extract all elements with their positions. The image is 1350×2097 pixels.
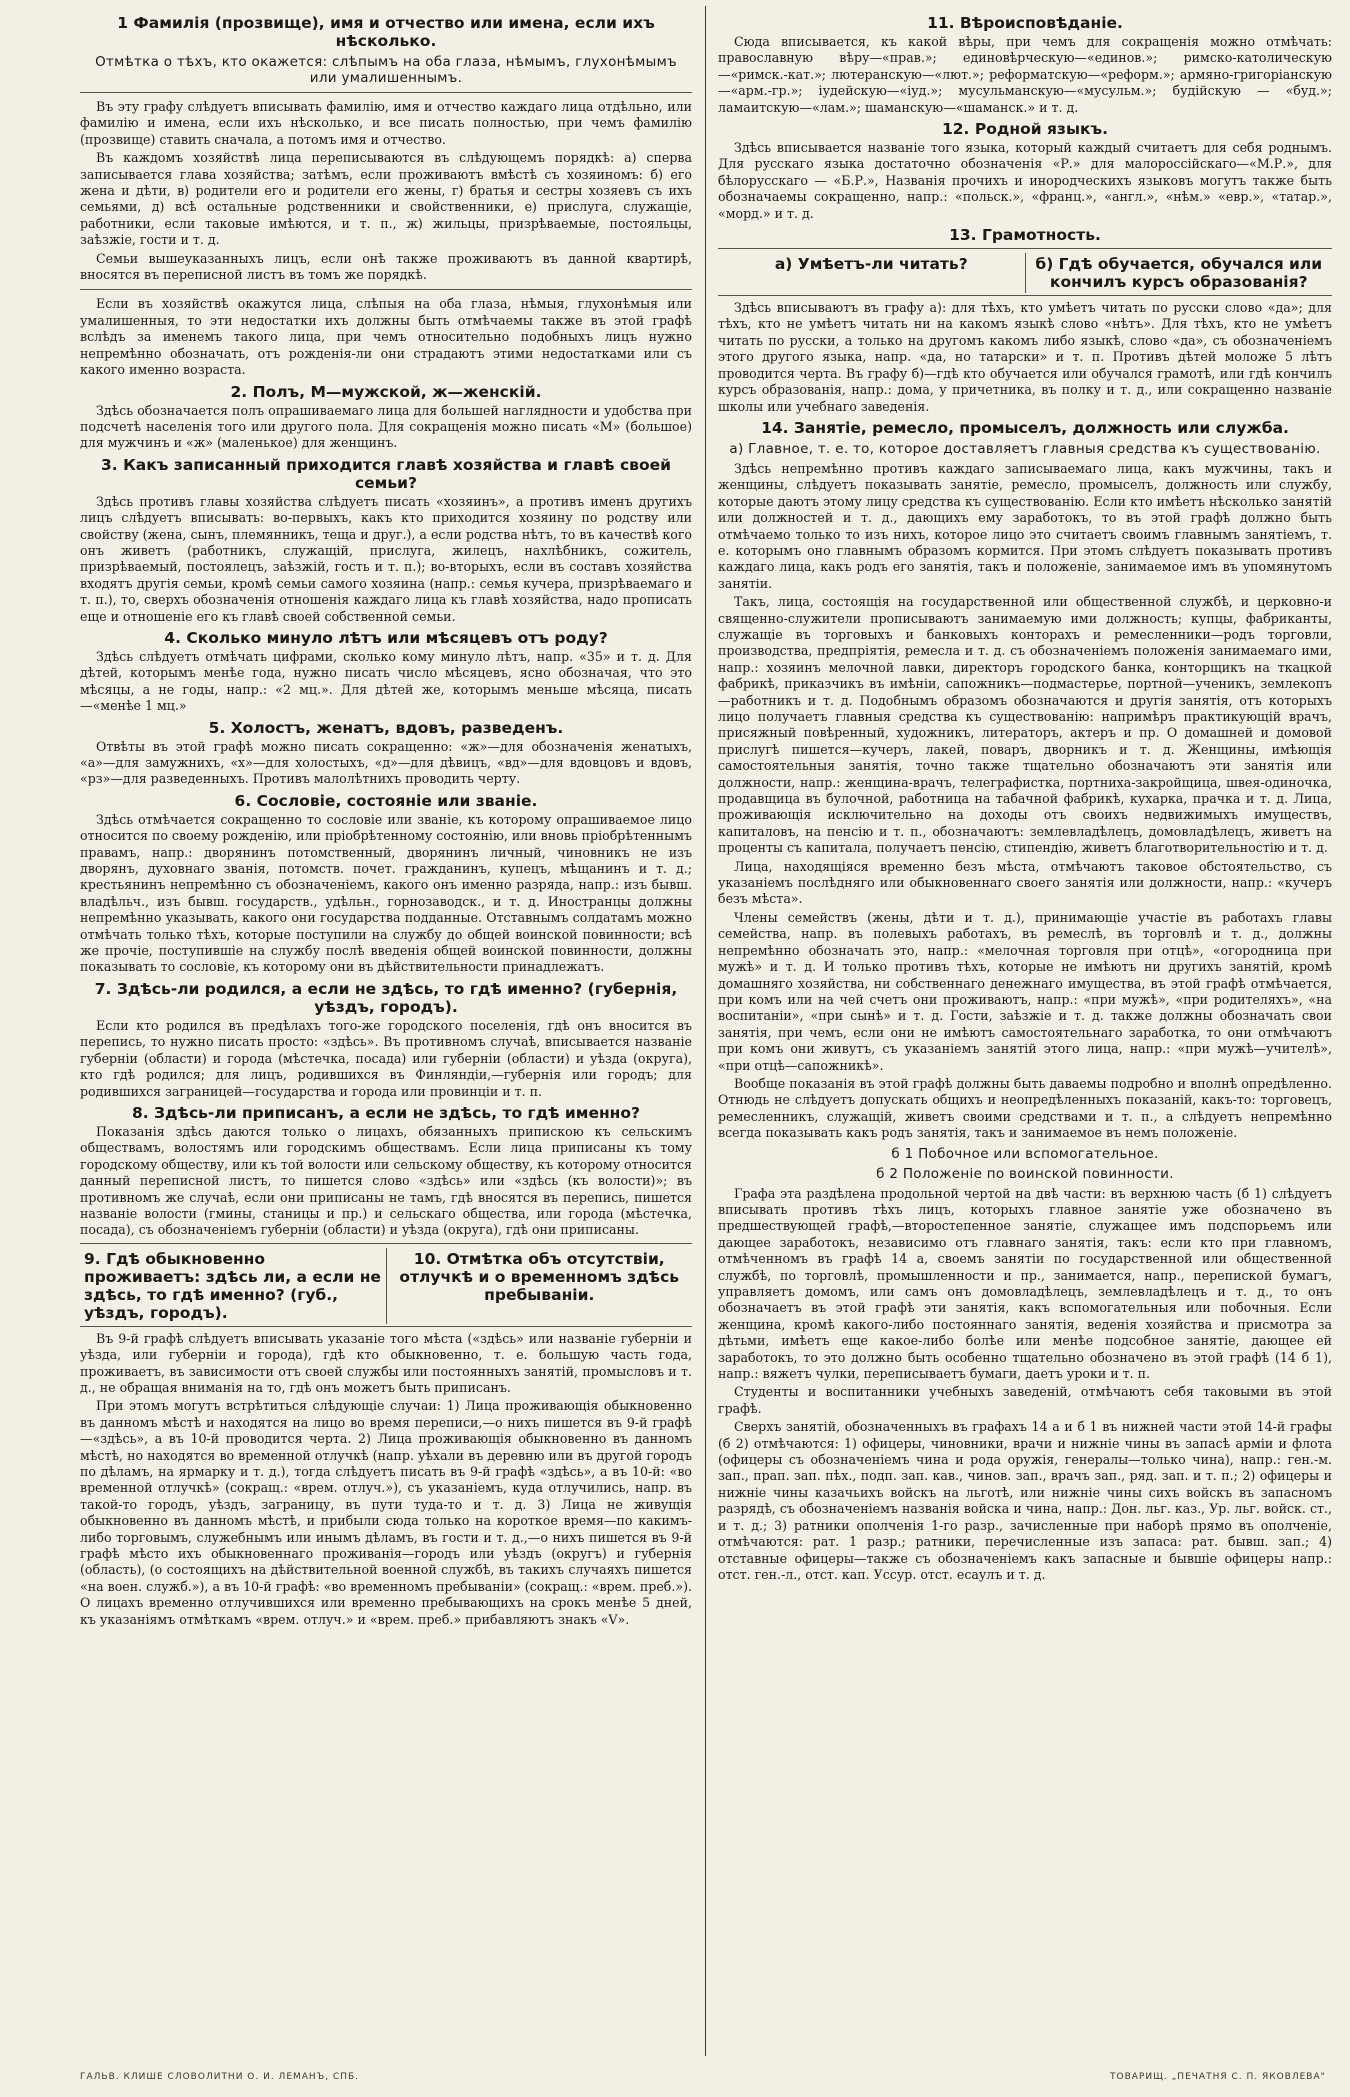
section-2-paragraph: Здѣсь обозначается полъ опрашиваемаго лица для большей наглядности и удобства при подсчетѣ населенія того или другого пола. Для сокращенія можно писать «М» (большое) для мужчинъ и «ж» (маленькое) для женщинъ. xyxy=(80,402,692,451)
section-14b-paragraph: Графа эта раздѣлена продольной чертой на двѣ части: въ верхнюю часть (б 1) слѣдуетъ вписывать противъ тѣхъ лицъ, которыхъ главное занятіе уже обозначено въ предшествующей графѣ,—второстепенное занятіе, служащее имъ подспорьемъ или дающее заработокъ, независимо отъ главнаго занятія, такъ: если кто при главномъ, отмѣченномъ въ графѣ 14 а, своемъ занятіи по государственной или общественной службѣ, по торговлѣ, промышленности и пр., занимается, напр., перепиской бумагъ, управляетъ домомъ, или самъ онъ домовладѣлецъ, землевладѣлецъ и т. д., то онъ обозначаетъ въ этой графѣ эти занятія, какъ вспомогательныя или побочныя. Если женщина, кромѣ какого-либо постояннаго занятія, веденія хозяйства и присмотра за дѣтьми, имѣетъ еще какое-либо болѣе или менѣе подсобное занятіе, дающее ей заработокъ, то это должно быть особенно тщательно обозначено въ этой графѣ (14 б 1), напр.: вяжетъ чулки, переписываетъ бумаги, даетъ уроки и т. п. xyxy=(718,1185,1332,1382)
section-9-10-header xyxy=(80,1243,692,1327)
section-14b2-subheading: б 2 Положеніе по воинской повинности. xyxy=(876,1165,1174,1182)
section-1-subtitle: Отмѣтка о тѣхъ, кто окажется: слѣпымъ на оба глаза, нѣмымъ, глухонѣмымъ или умалишеннымъ. xyxy=(95,54,677,86)
section-1-paragraph: Въ каждомъ хозяйствѣ лица переписываются въ слѣдующемъ порядкѣ: а) сперва записывается глава хозяйства; затѣмъ, если проживаютъ вмѣстѣ съ хозяиномъ: б) его жена и дѣти, в) родители его и родители его жены, г) братья и сестры хозяевъ съ ихъ семьями, д) всѣ остальные родственники и свойственники, е) прислуга, служащіе, работники, если таковые имѣются, и т. п., ж) жильцы, призрѣваемые, постояльцы, заѣзжіе, гости и т. д. xyxy=(80,150,692,248)
section-9-paragraph: При этомъ могутъ встрѣтиться слѣдующіе случаи: 1) Лица проживающія обыкновенно въ данномъ мѣстѣ и находятся на лицо во время переписи,—о нихъ пишется въ 9-й графѣ—«здѣсь», а въ 10-й проводится черта. 2) Лица проживающія обыкновенно въ данномъ мѣстѣ, но находятся во временной отлучкѣ (напр. уѣхали въ деревню или въ другой городъ по дѣламъ, на ярмарку и т. д.), тогда слѣдуетъ писать въ 9-й графѣ «здѣсь», а въ 10-й: «во временной отлучкѣ» (сокращ.: «врем. отлуч.»), съ указаніемъ, куда отлучились, напр. въ такой-то городъ, уѣздъ, заграницу, въ пути туда-то и т. д. 3) Лица не живущія обыкновенно въ данномъ мѣстѣ, и прибыли сюда только на короткое время—по какимъ-либо торговымъ, служебнымъ или инымъ дѣламъ, въ гости и т. д.,—о нихъ пишется въ 9-й графѣ мѣсто ихъ обыкновеннаго проживанія—городъ или уѣздъ (округъ) и губернія (область), (о состоящихъ на дѣйствительной военной службѣ, въ такихъ случаяхъ пишется «на воен. служб.»), а въ 10-й графѣ: «во временномъ пребываніи» (сокращ.: «врем. преб.»). О лицахъ временно отлучившихся или временно пребывающихъ на срокъ менѣе 5 дней, къ указаніямъ отмѣткамъ «врем. отлуч.» и «врем. преб.» прибавляютъ знакъ «V». xyxy=(80,1398,692,1627)
section-9-paragraph: Въ 9-й графѣ слѣдуетъ вписывать указаніе того мѣста («здѣсь» или названіе губерніи и уѣзда, или губерніи и города), гдѣ кто обыкновенно, т. е. большую часть года, проживаетъ, въ зависимости отъ своей службы или постоянныхъ занятій, промысловъ и т. д., не обращая вниманія на то, гдѣ онъ можетъ быть приписанъ. xyxy=(80,1330,692,1395)
section-1-paragraph: Въ эту графу слѣдуетъ вписывать фамилію, имя и отчество каждаго лица отдѣльно, или фамилію и имена, если ихъ нѣсколько, и все писать полностью, при чемъ фамилію (прозвище) ставить сначала, а потомъ имя и отчество. xyxy=(80,99,692,147)
section-6-paragraph: Здѣсь отмѣчается сокращенно то сословіе или званіе, къ которому опрашиваемое лицо относится по своему рожденію, или пріобрѣтенному состоянію, или вновь пріобрѣтеннымъ правамъ, напр.: дворянинъ потомственный, дворянинъ личный, чиновникъ не изъ дворянъ, духовнаго званія, потомств. почет. гражданинъ, купецъ, мѣщанинъ и т. д.; крестьянинъ непремѣнно съ обозначеніемъ, какого онъ именно разряда, напр.: изъ бывш. владѣльч., изъ бывш. государств., удѣльн., горнозаводск., и т. д. Иностранцы должны непремѣнно указывать, какого они государства подданные. Отставнымъ солдатамъ можно отмѣчать только тѣхъ, которые поступили на службу до общей воинской повинности; всѣ же прочіе, поступившіе на службу послѣ введенія общей воинской повинности, должны показывать то сословіе, къ которому они въ дѣйствительности принадлежатъ. xyxy=(80,811,692,975)
left-column xyxy=(80,10,692,1630)
section-14-paragraph: Здѣсь непремѣнно противъ каждаго записываемаго лица, какъ мужчины, такъ и женщины, слѣдуетъ показывать занятіе, ремесло, промыселъ, должность или службу, которые даютъ этому лицу средства къ существованію. Если кто имѣетъ нѣсколько занятій или должностей и т. д., дающихъ ему заработокъ, то въ этой графѣ должно быть отмѣчаемо только то изъ нихъ, которое лицо это считаетъ своимъ главнымъ занятіемъ, т. е. которымъ оно главнымъ образомъ кормится. При этомъ слѣдуетъ показывать противъ каждаго лица, какъ родъ его занятія, такъ и положеніе, занимаемое имъ въ упомянутомъ занятіи. xyxy=(718,460,1332,591)
section-8-paragraph: Показанія здѣсь даются только о лицахъ, обязанныхъ припискою къ сельскимъ обществамъ, волостямъ или городскимъ обществамъ. Если лица приписаны къ тому городскому обществу, или къ той волости или сельскому обществу, къ которому относится данный переписной листъ, то пишется слово «здѣсь» или «здѣсь (къ волости)»; въ противномъ же случаѣ, если они приписаны не тамъ, гдѣ вносятся въ перепись, пишется названіе волости (гмины, станицы и пр.) и сельскаго общества, или города (мѣстечка, посада), съ обозначеніемъ губерніи (области) и уѣзда (округа), гдѣ они приписаны. xyxy=(80,1123,692,1238)
section-14-heading: 14. Занятіе, ремесло, промыселъ, должность или служба. xyxy=(761,418,1289,437)
section-12-heading: 12. Родной языкъ. xyxy=(941,120,1109,139)
section-5-paragraph: Отвѣты въ этой графѣ можно писать сокращенно: «ж»—для обозначенія женатыхъ, «а»—для замужнихъ, «х»—для холостыхъ, «д»—для дѣвицъ, «вд»—для вдовцовъ и вдовъ, «рз»—для разведенныхъ. Противъ малолѣтнихъ проводить черту. xyxy=(80,738,692,787)
section-14b-paragraph: Сверхъ занятій, обозначенныхъ въ графахъ 14 а и б 1 въ нижней части этой 14-й графы (б 2) отмѣчаются: 1) офицеры, чиновники, врачи и нижніе чины въ запасѣ арміи и флота (офицеры съ обозначеніемъ чина и рода оружія, генералы—только чина), напр.: ген.-м. зап., прап. зап. пѣх., подп. зап. кав., чинов. зап., врачъ зап., ряд. зап. и т. п.; 2) офицеры и нижніе чины казачьихъ войскъ на льготѣ, или нижніе чины сихъ войскъ въ запасномъ разрядѣ, съ обозначеніемъ названія войска и чина, напр.: Дон. льг. каз., Ур. льг. войск. ст., и т. д.; 3) ратники ополченія 1-го разр., зачисленные при наборѣ прямо въ ополченіе, отмѣчаются: рат. 1 разр.; ратники, перечисленные изъ запаса: рат. бывш. зап.; 4) отставные офицеры—также съ обозначеніемъ какъ запасные и бывшіе офицеры напр.: отст. ген.-л., отст. кап. Уссур. отст. есаулъ и т. д. xyxy=(718,1419,1332,1582)
printer-credit-left: ГАЛЬВ. КЛИШЕ СЛОВОЛИТНИ О. И. ЛЕМАНЪ, СПБ. xyxy=(80,2072,360,2082)
section-1-heading: 1 Фамилія (прозвище), имя и отчество или имена, если ихъ нѣсколько. xyxy=(117,14,655,50)
section-8-heading: 8. Здѣсь-ли приписанъ, а если не здѣсь, то гдѣ именно? xyxy=(131,1103,641,1122)
section-14-paragraph: Члены семействъ (жены, дѣти и т. д.), принимающіе участіе въ работахъ главы семейства, напр. въ полевыхъ работахъ, въ ремеслѣ, въ торговлѣ и т. д., должны непремѣнно обозначать это, напр.: «мелочная торговля при отцѣ», «огородница при мужѣ» и т. д. И только противъ тѣхъ, которые не имѣютъ ни другихъ занятій, кромѣ домашняго хозяйства, ни собственнаго денежнаго имущества, въ этой графѣ отмѣчается, при комъ или на чей счетъ они проживаютъ, напр.: «при мужѣ», «при родителяхъ», «на воспитаніи», «при сынѣ» и т. д. Гости, заѣзжіе и т. д. также должны обозначать свои занятія, при чемъ, если они не имѣютъ самостоятельнаго заработка, то они отмѣчаютъ при комъ они живутъ, съ указаніемъ занятій этого лица, напр.: «при мужѣ—учителѣ», «при отцѣ—сапожникѣ». xyxy=(718,909,1332,1073)
column-divider xyxy=(705,6,706,2056)
section-14b-paragraph: Студенты и воспитанники учебныхъ заведеній, отмѣчаютъ себя таковыми въ этой графѣ. xyxy=(718,1384,1332,1416)
rule xyxy=(80,289,692,290)
section-5-heading: 5. Холостъ, женатъ, вдовъ, разведенъ. xyxy=(208,718,564,737)
section-4-heading: 4. Сколько минуло лѣтъ или мѣсяцевъ отъ роду? xyxy=(164,628,608,647)
section-13b-label: б) Гдѣ обучается, обучался или кончилъ курсъ образованія? xyxy=(1025,253,1333,293)
section-14-paragraph: Лица, находящіяся временно безъ мѣста, отмѣчаютъ таковое обстоятельство, съ указаніемъ послѣдняго или обыкновеннаго своего занятія или должности, напр.: «кучеръ безъ мѣста». xyxy=(718,858,1332,907)
section-6-heading: 6. Сословіе, состояніе или званіе. xyxy=(234,791,538,810)
right-column xyxy=(718,10,1332,1585)
section-13-heading: 13. Грамотность. xyxy=(949,226,1101,245)
section-4-paragraph: Здѣсь слѣдуетъ отмѣчать цифрами, сколько кому минуло лѣтъ, напр. «35» и т. д. Для дѣтей, которымъ менѣе года, нужно писать число мѣсяцевъ, ясно обозначая, что это мѣсяцы, а не годы, напр.: «2 мц.». Для дѣтей же, которымъ меньше мѣсяца, писать—«менѣе 1 мц.» xyxy=(80,648,692,714)
section-14-paragraph: Такъ, лица, состоящія на государственной или общественной службѣ, и церковно-и священно-служители прописываютъ занимаемую ими должность; купцы, фабриканты, служащіе въ торговыхъ и банковыхъ конторахъ и ремесленники—родъ торговли, производства, предпріятія, ремесла и т. д. съ обозначеніемъ положенія занимаемаго ими, напр.: хозяинъ мелочной лавки, директоръ городского банка, конторщикъ на ткацкой фабрикѣ, приказчикъ въ имѣніи, сапожникъ—подмастерье, портной—ученикъ, землекопъ—работникъ и т. д. Подобнымъ образомъ обозначаются и другія занятія, отъ которыхъ лицо получаетъ главныя средства къ существованію: напримѣръ практикующій врачъ, присяжный повѣренный, художникъ, литераторъ, актеръ и пр. О домашней и домовой прислугѣ пишется—кучеръ, лакей, поваръ, дворникъ и т. д. Женщины, имѣющія самостоятельныя занятія, точно также тщательно обозначаютъ эти занятія или должности, напр.: женщина-врачъ, телеграфистка, портниха-закройщица, швея-одиночка, продавщица въ булочной, работница на табачной фабрикѣ, кухарка, прачка и т. д. Лица, проживающія исключительно на доходы отъ своихъ недвижимыхъ имуществъ, капиталовъ, на пенсію и т. п., обозначаютъ: землевладѣлецъ, домовладѣлецъ, живетъ на проценты съ капитала, получаетъ пенсію, стипендію, живетъ благотворительностію и т. д. xyxy=(718,594,1332,856)
section-3-heading: 3. Какъ записанный приходится главѣ хозяйства и главѣ своей семьи? xyxy=(101,455,671,492)
section-14-paragraph: Вообще показанія въ этой графѣ должны быть даваемы подробно и вполнѣ опредѣленно. Отнюдь не слѣдуетъ допускать общихъ и неопредѣленныхъ показаній, какъ-то: торговецъ, ремесленникъ, служащій, живетъ своими средствами и т. п., а слѣдуетъ непремѣнно всегда показывать какъ родъ занятія, такъ и занимаемое въ немъ положеніе. xyxy=(718,1075,1332,1141)
printer-credit-right: ТОВАРИЩ. „ПЕЧАТНЯ С. П. ЯКОВЛЕВА" xyxy=(1110,2072,1326,2082)
section-11-heading: 11. Вѣроисповѣданіе. xyxy=(927,14,1123,32)
section-14a-subheading: а) Главное, т. е. то, которое доставляетъ главныя средства къ существованію. xyxy=(729,440,1321,457)
section-13a-label: а) Умѣетъ-ли читать? xyxy=(774,255,968,274)
section-14b1-subheading: б 1 Побочное или вспомогательное. xyxy=(891,1145,1159,1162)
section-1-paragraph: Семьи вышеуказанныхъ лицъ, если онѣ также проживаютъ въ данной квартирѣ, вносятся въ переписной листъ въ томъ же порядкѣ. xyxy=(80,250,692,283)
section-1-paragraph: Если въ хозяйствѣ окажутся лица, слѣпыя на оба глаза, нѣмыя, глухонѣмыя или умалишенныя, то эти недостатки ихъ должны быть отмѣчаемы также въ этой графѣ вслѣдъ за именемъ такого лица, при чемъ относительно подобныхъ лицъ нужно непремѣнно обозначать, отъ рожденія-ли они страдаютъ этими недостатками или съ какого именно возраста. xyxy=(80,296,692,378)
rule xyxy=(80,92,692,93)
section-3-paragraph: Здѣсь противъ главы хозяйства слѣдуетъ писать «хозяинъ», а противъ именъ другихъ лицъ слѣдуетъ вписывать: во-первыхъ, какъ кто приходится хозяину по родству или свойству (жена, сынъ, племянникъ, теща и друг.), а если родства нѣтъ, то въ качествѣ кого онъ живетъ (работникъ, служащій, прислуга, жилецъ, нахлѣбникъ, сожитель, призрѣваемый, постоялецъ, заѣзжій, гость и т. п.); во-вторыхъ, если въ составъ хозяйства входятъ другія семьи, кромѣ семьи самого хозяина (напр.: семья кучера, призрѣваемаго и т. п.), то, сверхъ обозначенія отношенія каждаго лица къ главѣ хозяйства, надо прописать еще и отношеніе его къ главѣ своей собственной семьи. xyxy=(80,493,693,624)
section-10-heading: 10. Отмѣтка объ отсутствіи, отлучкѣ и о временномъ здѣсь пребываніи. xyxy=(386,1248,693,1324)
section-11-paragraph: Сюда вписывается, къ какой вѣры, при чемъ для сокращенія можно отмѣчать: православную вѣру—«прав.»; единовѣрческую—«единов.»; римско-католическую—«римск.-кат.»; лютеранскую—«лют.»; реформатскую—«реформ.»; армяно-григоріанскую—«арм.-гр.»; іудейскую—«іуд.»; мусульманскую—«мусульм.»; будійскую — «буд.»; ламаитскую—«лам.»; шаманскую—«шаманск.» и т. д. xyxy=(718,34,1332,115)
section-7-paragraph: Если кто родился въ предѣлахъ того-же городского поселенія, гдѣ онъ вносится въ перепись, то нужно писать просто: «здѣсь». Въ противномъ случаѣ, вписывается названіе губерніи (области) и города (мѣстечка, посада) или губерніи (области) и уѣзда (округа), кто гдѣ родился; для лицъ, родившихся въ Финляндіи,—губернія или городъ; для родившихся заграницей—государства и города или провинціи и т. п. xyxy=(80,1017,692,1099)
section-9-heading: 9. Гдѣ обыкновенно проживаетъ: здѣсь ли, а если не здѣсь, то гдѣ именно? (губ., уѣздъ, городъ). xyxy=(84,1249,381,1322)
section-2-heading: 2. Полъ, М—мужской, ж—женскій. xyxy=(230,382,542,401)
section-7-heading: 7. Здѣсь-ли родился, а если не здѣсь, то гдѣ именно? (губернія, уѣздъ, городъ). xyxy=(94,979,678,1016)
section-13-paragraph: Здѣсь вписываютъ въ графу а): для тѣхъ, кто умѣетъ читать по русски слово «да»; для тѣхъ, кто не умѣетъ читать ни на какомъ языкѣ слово «нѣтъ». Для тѣхъ, кто не умѣетъ читать по русски, а только на другомъ какомъ либо языкѣ, слово «да», съ обозначеніемъ этого другого языка, напр. «да, но татарски» и т. п. Противъ дѣтей моложе 5 лѣтъ проводится черта. Въ графу б)—гдѣ кто обучается или обучался грамотѣ, или гдѣ кончилъ курсъ образованія, напр.: дома, у причетника, въ полку и т. д., или сокращенно названіе школы или учебнаго заведенія. xyxy=(718,300,1332,414)
section-12-paragraph: Здѣсь вписывается названіе того языка, который каждый считаетъ для себя роднымъ. Для русскаго языка достаточно обозначенія «Р.» для малороссійскаго—«М.Р.», для бѣлорусскаго — «Б.Р.», Названія прочихъ и инородческихъ языковъ могутъ также быть обозначаемы сокращенно, напр.: «польск.», «франц.», «англ.», «нѣм.» «евр.», «татар.», «морд.» и т. д. xyxy=(718,140,1332,221)
section-13-subheaders xyxy=(718,248,1332,296)
